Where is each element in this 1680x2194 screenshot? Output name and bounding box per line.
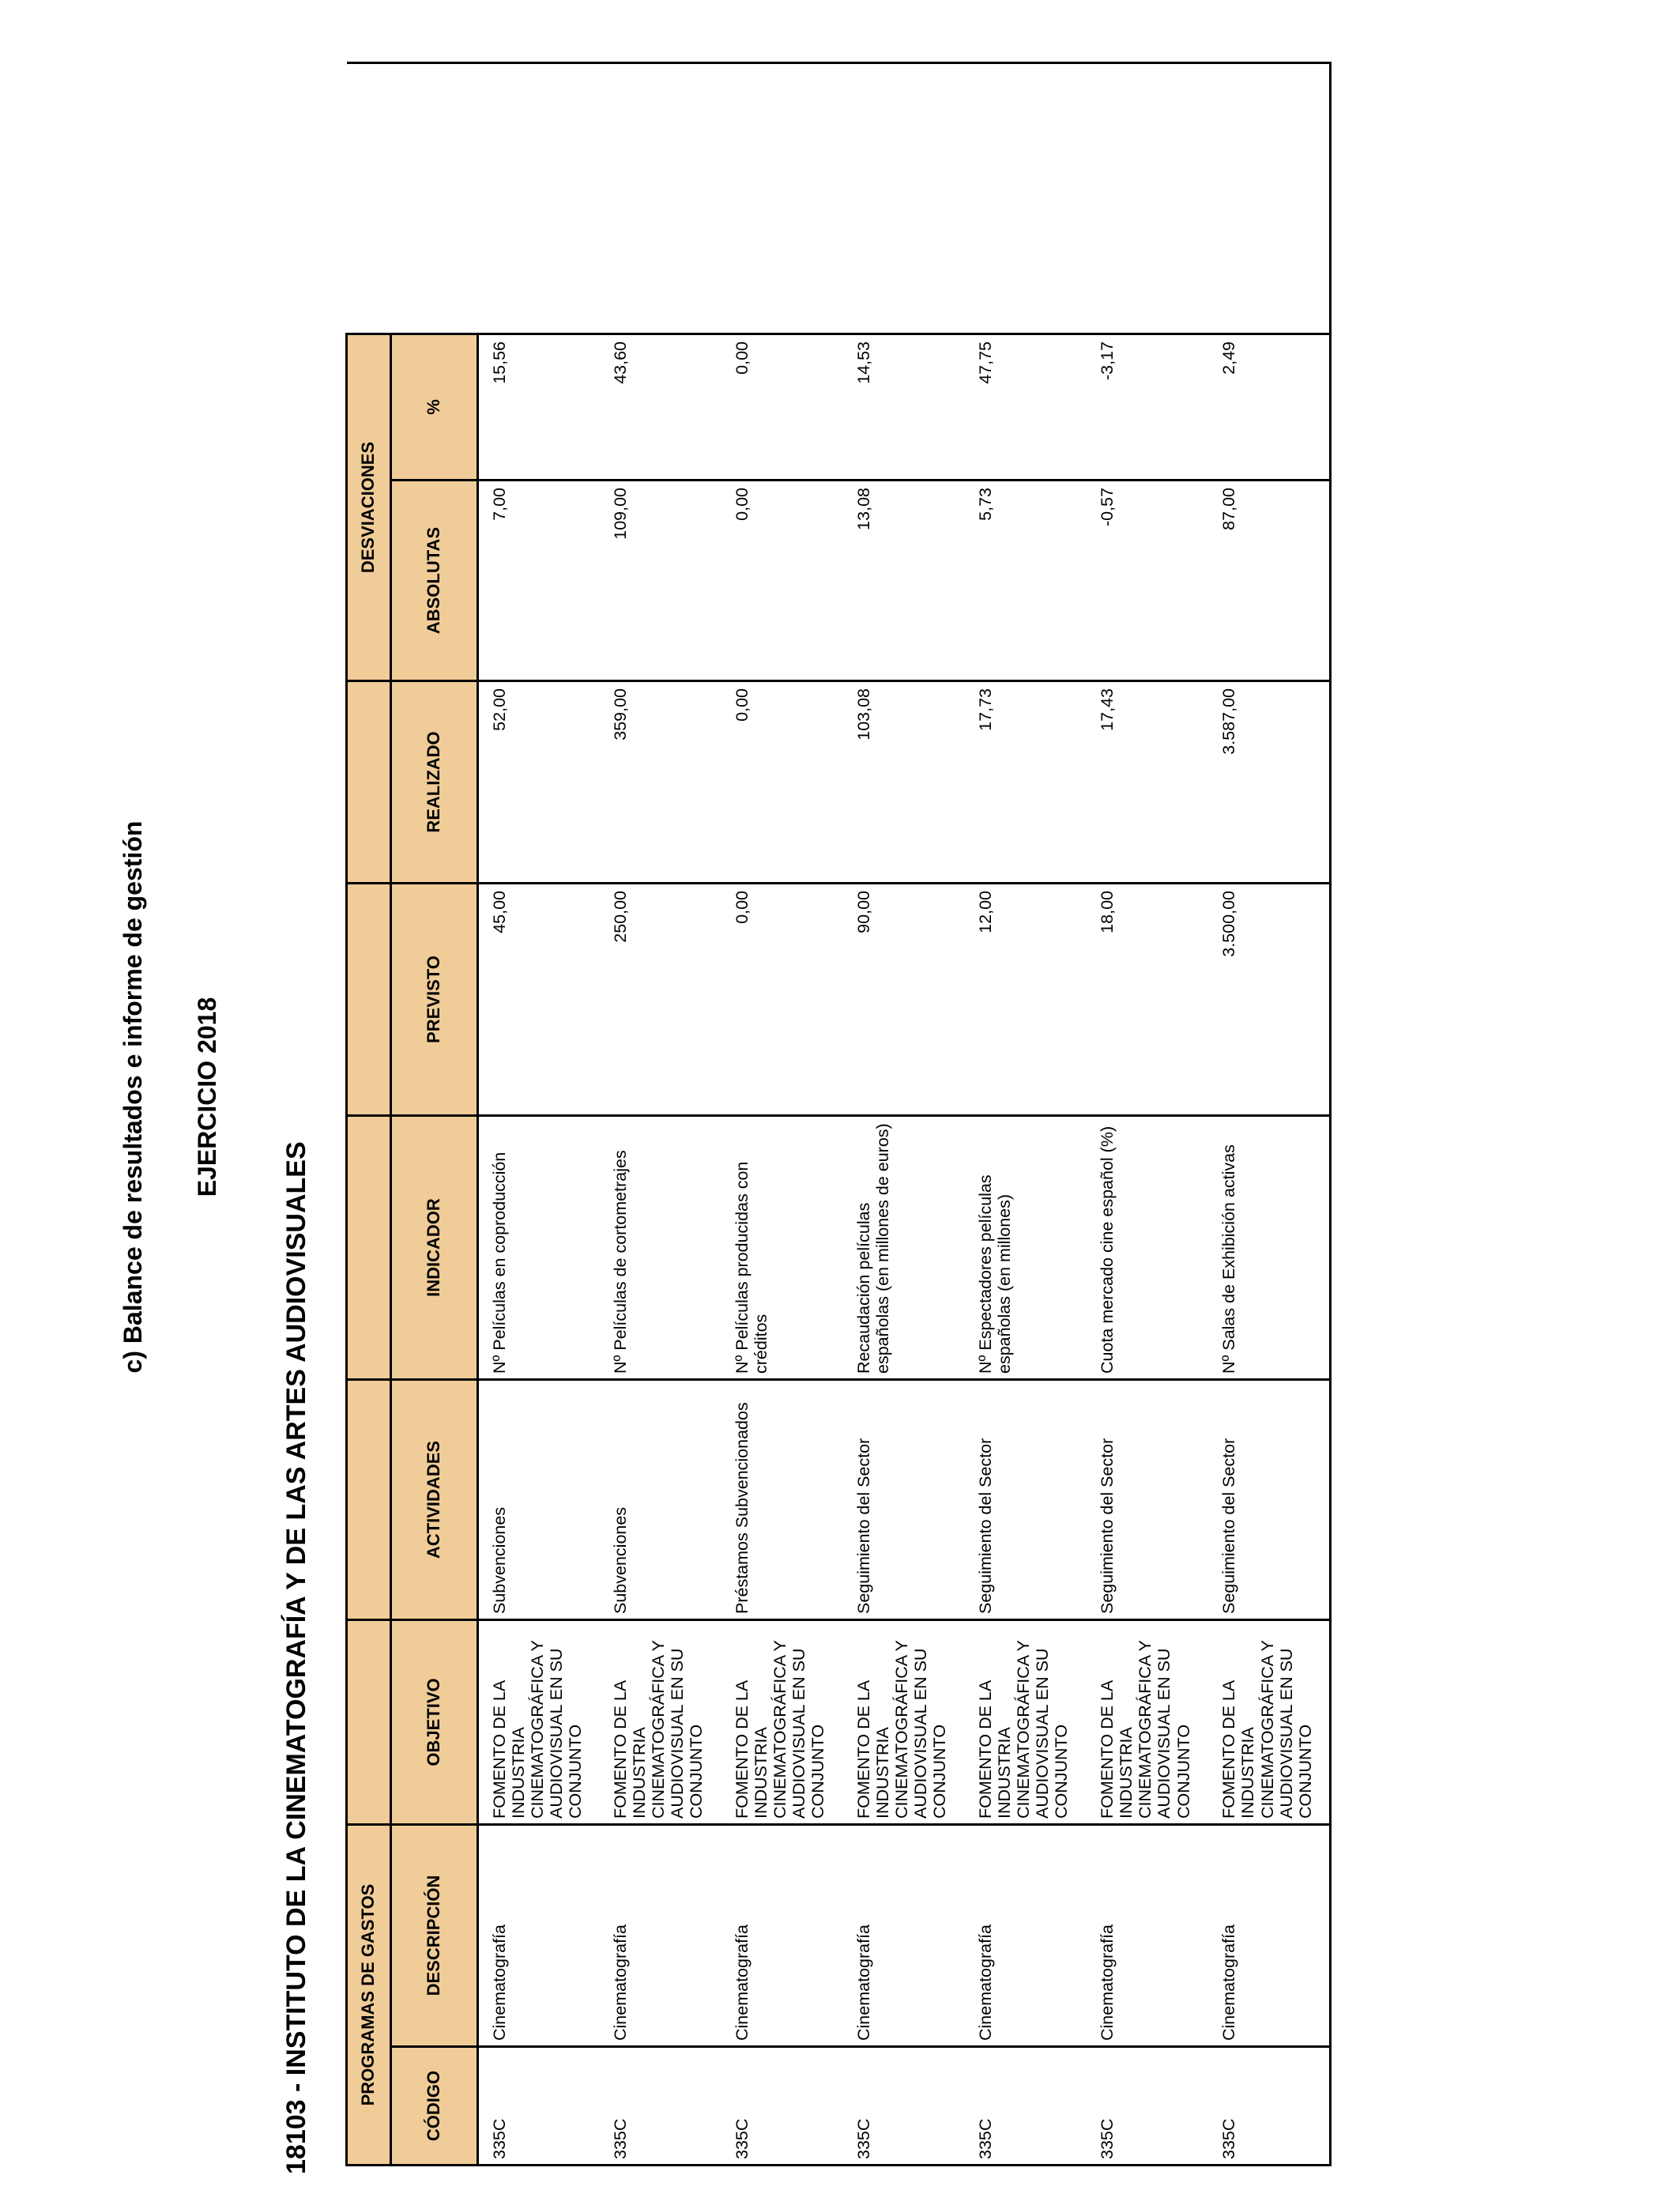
header-blank-right-2 (391, 62, 478, 334)
cell-realizado: 52,00 (478, 681, 600, 884)
header-blank-realizado (347, 681, 391, 884)
cell-actividades: Seguimiento del Sector (965, 1380, 1087, 1620)
cell-objetivo: FOMENTO DE LA INDUSTRIA CINEMATOGRÁFICA Y AUDIOVISUAL EN SU CONJUNTO (721, 1620, 843, 1825)
table-row (1087, 62, 1208, 2165)
header-blank-actividades (347, 1380, 391, 1620)
cell-realizado: 17,73 (965, 681, 1087, 884)
cell-objetivo: FOMENTO DE LA INDUSTRIA CINEMATOGRÁFICA Y AUDIOVISUAL EN SU CONJUNTO (600, 1620, 721, 1825)
institution-title: 18103 - INSTITUTO DE LA CINEMATOGRAFÍA Y DE LAS ARTES AUDIOVISUALES (281, 1141, 311, 2174)
cell-previsto: 90,00 (843, 884, 965, 1116)
cell-absolutas: 109,00 (600, 481, 721, 681)
cell-descripcion: Cinematografía (1208, 1825, 1330, 2047)
table-row (843, 62, 965, 2165)
header-absolutas: ABSOLUTAS (391, 481, 478, 681)
cell-descripcion: Cinematografía (478, 1825, 600, 2047)
cell-codigo: 335C (478, 2047, 600, 2166)
cell-blank (1087, 62, 1208, 334)
cell-previsto: 18,00 (1087, 884, 1208, 1116)
cell-indicador: Nº Películas producidas con créditos (721, 1116, 843, 1380)
cell-descripcion: Cinematografía (1087, 1825, 1208, 2047)
cell-actividades: Seguimiento del Sector (843, 1380, 965, 1620)
header-blank-previsto (347, 884, 391, 1116)
cell-blank (721, 62, 843, 334)
cell-blank (600, 62, 721, 334)
header-codigo: CÓDIGO (391, 2047, 478, 2166)
cell-codigo: 335C (1087, 2047, 1208, 2166)
cell-absolutas: 0,00 (721, 481, 843, 681)
cell-descripcion: Cinematografía (721, 1825, 843, 2047)
cell-actividades: Subvenciones (478, 1380, 600, 1620)
cell-previsto: 250,00 (600, 884, 721, 1116)
cell-codigo: 335C (1208, 2047, 1330, 2166)
cell-porcentaje: 0,00 (721, 334, 843, 480)
cell-indicador: Cuota mercado cine español (%) (1087, 1116, 1208, 1380)
cell-realizado: 17,43 (1087, 681, 1208, 884)
cell-descripcion: Cinematografía (843, 1825, 965, 2047)
cell-realizado: 0,00 (721, 681, 843, 884)
cell-blank (965, 62, 1087, 334)
cell-absolutas: 87,00 (1208, 481, 1330, 681)
cell-codigo: 335C (843, 2047, 965, 2166)
cell-actividades: Subvenciones (600, 1380, 721, 1620)
cell-porcentaje: 47,75 (965, 334, 1087, 480)
cell-absolutas: -0,57 (1087, 481, 1208, 681)
header-porcentaje: % (391, 334, 478, 480)
header-blank-indicador (347, 1116, 391, 1380)
cell-actividades: Préstamos Subvencionados (721, 1380, 843, 1620)
cell-porcentaje: 14,53 (843, 334, 965, 480)
cell-porcentaje: 15,56 (478, 334, 600, 480)
cell-blank (843, 62, 965, 334)
cell-objetivo: FOMENTO DE LA INDUSTRIA CINEMATOGRÁFICA Y AUDIOVISUAL EN SU CONJUNTO (965, 1620, 1087, 1825)
cell-indicador: Recaudación películas españolas (en millones de euros) (843, 1116, 965, 1380)
cell-previsto: 45,00 (478, 884, 600, 1116)
table-row (1208, 62, 1330, 2165)
cell-previsto: 12,00 (965, 884, 1087, 1116)
table-row (721, 62, 843, 2165)
header-descripcion: DESCRIPCIÓN (391, 1825, 478, 2047)
cell-porcentaje: 2,49 (1208, 334, 1330, 480)
table-row (600, 62, 721, 2165)
exercise-title: EJERCICIO 2018 (193, 997, 221, 1197)
cell-actividades: Seguimiento del Sector (1087, 1380, 1208, 1620)
cell-absolutas: 13,08 (843, 481, 965, 681)
header-blank-objetivo (347, 1620, 391, 1825)
cell-previsto: 3.500,00 (1208, 884, 1330, 1116)
table-row (965, 62, 1087, 2165)
header-indicador: INDICADOR (391, 1116, 478, 1380)
cell-realizado: 103,08 (843, 681, 965, 884)
cell-descripcion: Cinematografía (965, 1825, 1087, 2047)
cell-absolutas: 5,73 (965, 481, 1087, 681)
cell-codigo: 335C (600, 2047, 721, 2166)
cell-porcentaje: 43,60 (600, 334, 721, 480)
cell-realizado: 359,00 (600, 681, 721, 884)
section-title: c) Balance de resultados e informe de gestión (119, 820, 147, 1374)
cell-objetivo: FOMENTO DE LA INDUSTRIA CINEMATOGRÁFICA Y AUDIOVISUAL EN SU CONJUNTO (1087, 1620, 1208, 1825)
cell-objetivo: FOMENTO DE LA INDUSTRIA CINEMATOGRÁFICA Y AUDIOVISUAL EN SU CONJUNTO (1208, 1620, 1330, 1825)
cell-codigo: 335C (965, 2047, 1087, 2166)
cell-indicador: Nº Espectadores películas españolas (en millones) (965, 1116, 1087, 1380)
cell-blank (478, 62, 600, 334)
header-objetivo: OBJETIVO (391, 1620, 478, 1825)
header-actividades: ACTIVIDADES (391, 1380, 478, 1620)
cell-indicador: Nº Películas en coproducción (478, 1116, 600, 1380)
cell-realizado: 3.587,00 (1208, 681, 1330, 884)
cell-descripcion: Cinematografía (600, 1825, 721, 2047)
cell-porcentaje: -3,17 (1087, 334, 1208, 480)
management-report-table (345, 62, 1332, 2166)
cell-blank (1208, 62, 1330, 334)
cell-codigo: 335C (721, 2047, 843, 2166)
header-programas: PROGRAMAS DE GASTOS (347, 1825, 391, 2166)
cell-previsto: 0,00 (721, 884, 843, 1116)
cell-objetivo: FOMENTO DE LA INDUSTRIA CINEMATOGRÁFICA Y AUDIOVISUAL EN SU CONJUNTO (478, 1620, 600, 1825)
table-row (478, 62, 600, 2165)
header-desviaciones: DESVIACIONES (347, 334, 391, 680)
header-previsto: PREVISTO (391, 884, 478, 1116)
cell-indicador: Nº Películas de cortometrajes (600, 1116, 721, 1380)
cell-indicador: Nº Salas de Exhibición activas (1208, 1116, 1330, 1380)
cell-actividades: Seguimiento del Sector (1208, 1380, 1330, 1620)
cell-absolutas: 7,00 (478, 481, 600, 681)
header-realizado: REALIZADO (391, 681, 478, 884)
header-blank-right (347, 62, 391, 334)
cell-objetivo: FOMENTO DE LA INDUSTRIA CINEMATOGRÁFICA Y AUDIOVISUAL EN SU CONJUNTO (843, 1620, 965, 1825)
